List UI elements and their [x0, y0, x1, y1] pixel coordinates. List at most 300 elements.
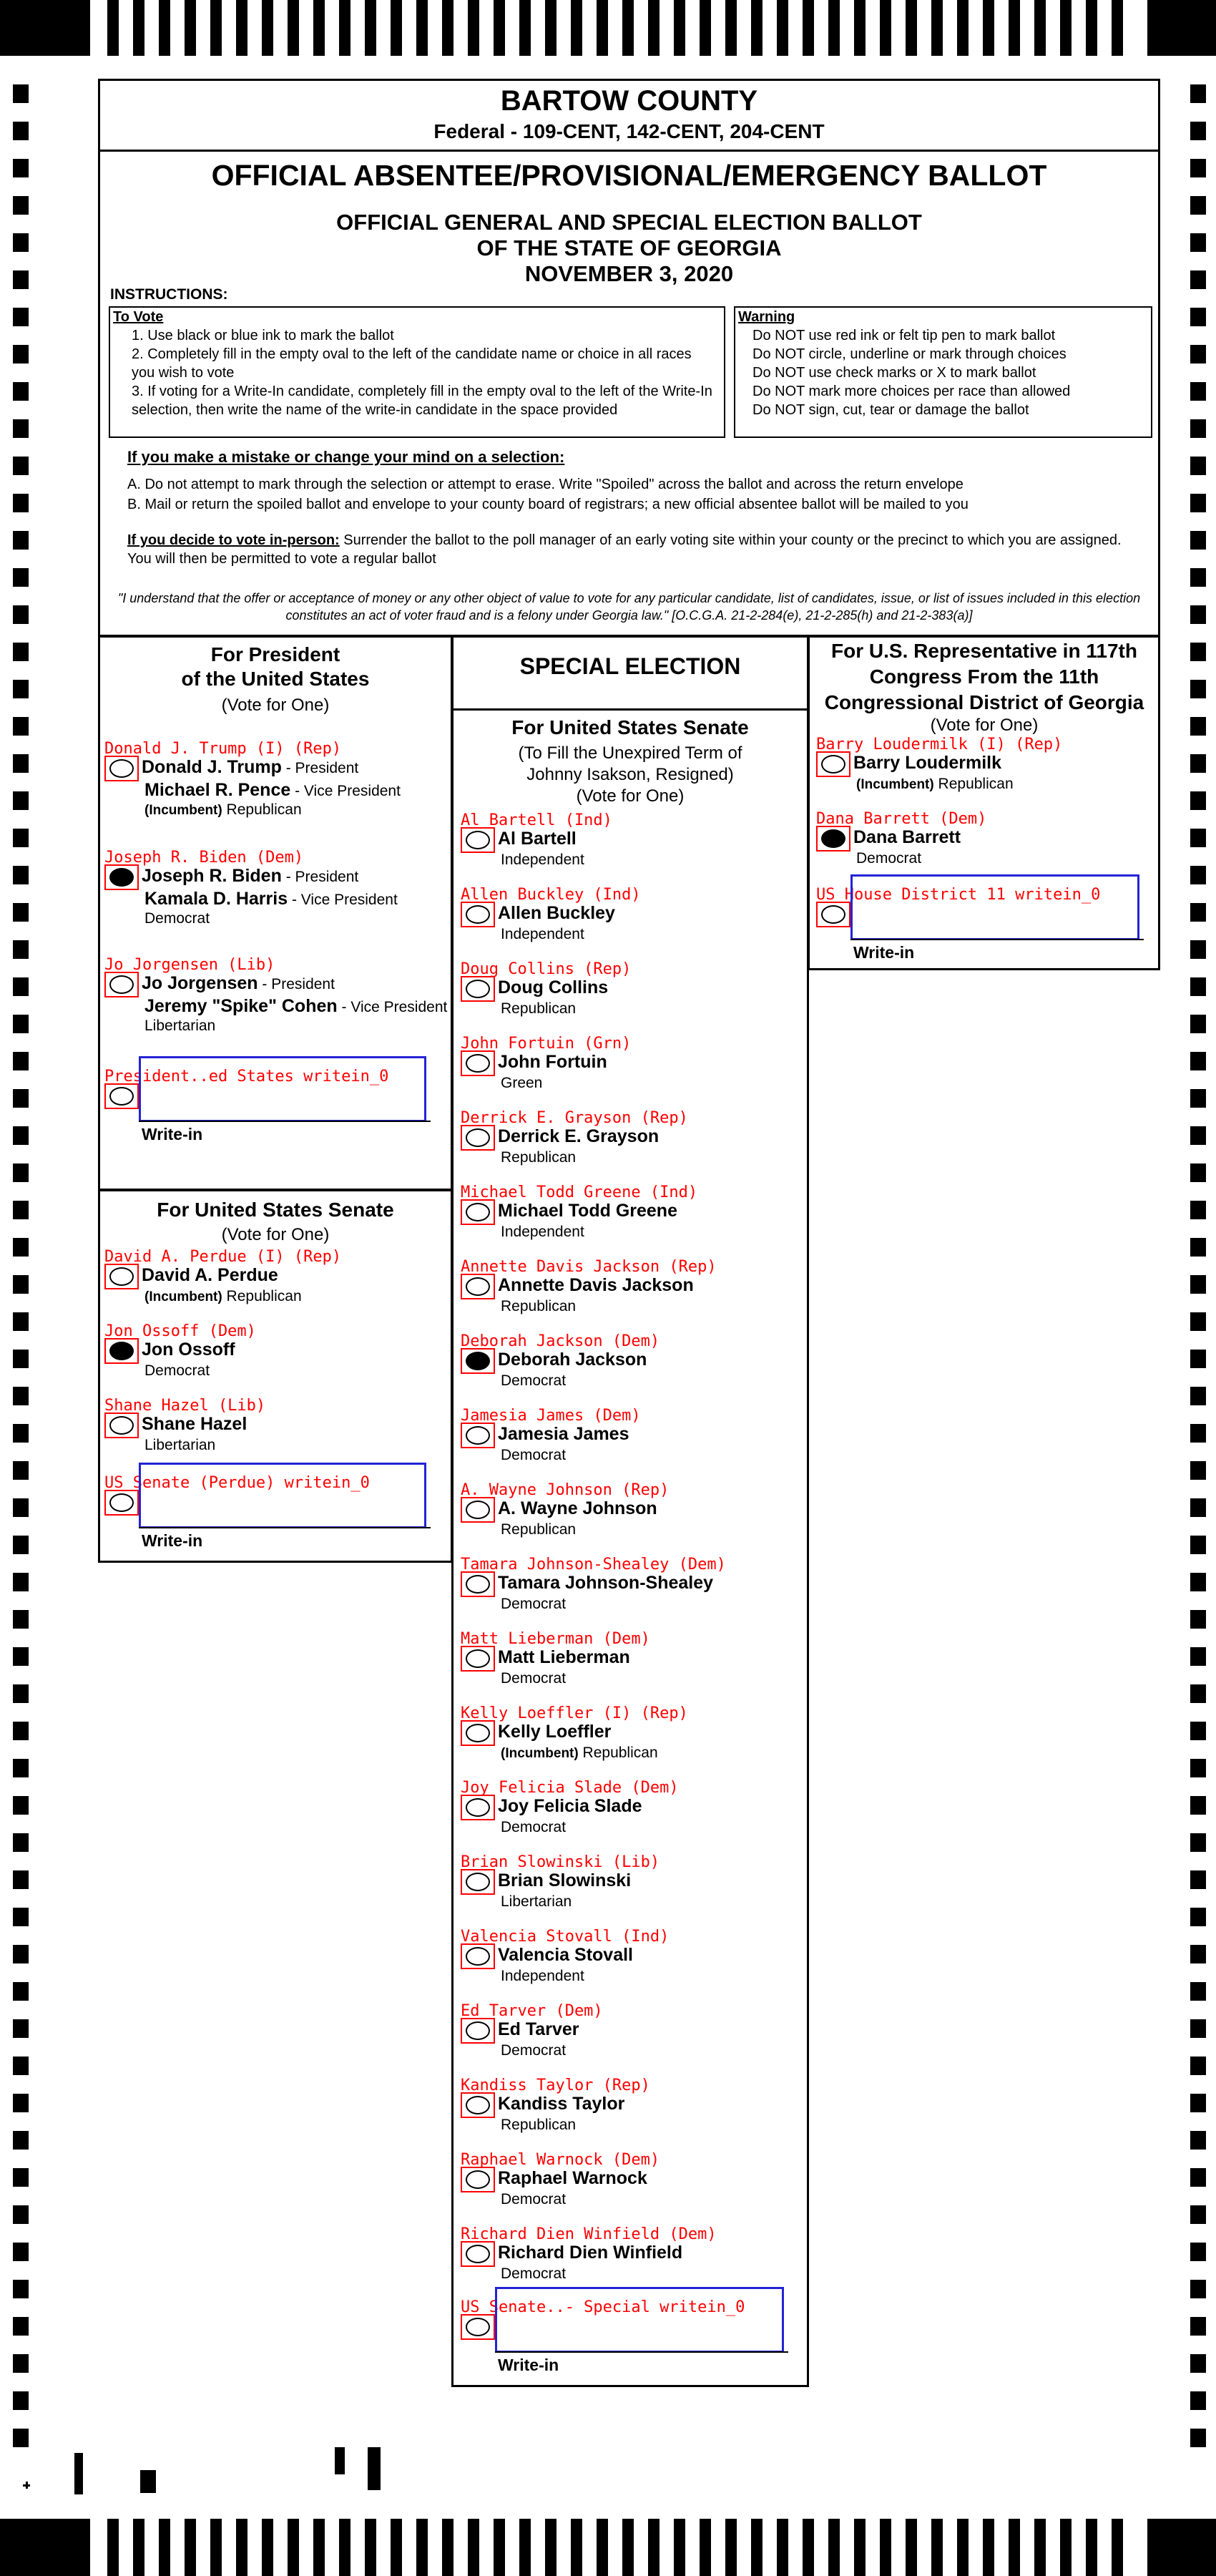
timing-mark — [1190, 1498, 1206, 1517]
timing-mark — [1190, 84, 1206, 103]
candidate-oval[interactable] — [109, 1342, 134, 1360]
timing-mark — [13, 308, 29, 326]
timing-mark — [13, 159, 29, 177]
candidate-name — [498, 829, 577, 849]
timing-mark — [133, 0, 144, 56]
timing-mark — [13, 866, 29, 884]
candidate-party — [144, 910, 210, 927]
candidate-name-text: Allen Buckley — [498, 903, 615, 923]
timing-mark — [1190, 196, 1206, 215]
party-text: Democrat — [501, 1596, 567, 1612]
ballot-type-title: OFFICIAL ABSENTEE/PROVISIONAL/EMERGENCY BALLOT — [211, 159, 1047, 192]
timing-mark — [880, 2519, 891, 2576]
candidate-marker-label: Deborah Jackson (Dem) — [461, 1332, 660, 1350]
candidate-name-text: Doug Collins — [498, 977, 609, 997]
candidate-marker-label: Barry Loudermilk (I) (Rep) — [816, 736, 1063, 753]
timing-mark — [1190, 345, 1206, 364]
candidate-party — [501, 1075, 542, 1092]
timing-mark — [1190, 382, 1206, 401]
candidate-role: - President — [281, 760, 359, 776]
writein-label: Write-in — [142, 1531, 203, 1550]
timing-mark — [13, 1498, 29, 1517]
timing-mark — [519, 2519, 531, 2576]
candidate-oval[interactable] — [466, 1501, 490, 1519]
writein-label: Write-in — [853, 943, 915, 962]
timing-mark — [210, 0, 222, 56]
timing-mark — [571, 0, 582, 56]
candidate-marker-label: Brian Slowinski (Lib) — [461, 1853, 660, 1871]
timing-mark — [648, 0, 660, 56]
candidate-marker-label: A. Wayne Johnson (Rep) — [461, 1481, 670, 1499]
special-senate-subtitle — [453, 743, 807, 807]
timing-mark — [1190, 1201, 1206, 1219]
timing-mark — [416, 0, 428, 56]
timing-mark — [13, 2168, 29, 2187]
timing-mark — [416, 2519, 428, 2576]
candidate-party — [501, 2191, 566, 2208]
writein-oval[interactable] — [109, 1493, 134, 1512]
timing-mark — [468, 2519, 479, 2576]
timing-mark — [674, 2519, 685, 2576]
candidate-oval[interactable] — [466, 1352, 490, 1370]
timing-mark — [13, 233, 29, 252]
warning-list — [735, 326, 1151, 419]
timing-mark — [803, 2519, 814, 2576]
timing-mark — [0, 2519, 90, 2576]
mistake-a: A. Do not attempt to mark through the selection or attempt to erase. Write "Spoiled" across the ballot and across the return envelope — [127, 477, 964, 492]
timing-mark — [210, 2519, 222, 2576]
timing-mark — [931, 2519, 943, 2576]
timing-mark — [1009, 2519, 1020, 2576]
special-subtitle-line1: (To Fill the Unexpired Term of — [518, 743, 742, 763]
candidate-name — [142, 973, 335, 994]
candidate-name — [142, 1265, 278, 1286]
timing-mark — [622, 2519, 634, 2576]
candidate-name — [498, 1945, 633, 1966]
candidate-name — [498, 1052, 607, 1073]
timing-mark — [1190, 1722, 1206, 1740]
timing-mark — [1190, 2429, 1206, 2447]
timing-mark — [1086, 2519, 1097, 2576]
to-vote-item-2: 2. Completely fill in the empty oval to the left of the candidate name or choice in all races you wish to vote — [132, 346, 692, 381]
candidate-name-text: Kandiss Taylor — [498, 2094, 625, 2114]
candidate-name-text: Ed Tarver — [498, 2019, 579, 2039]
candidate-marker-label: Joseph R. Biden (Dem) — [104, 849, 304, 867]
candidate-party — [501, 1596, 566, 1613]
timing-mark — [674, 0, 685, 56]
timing-mark — [13, 1275, 29, 1294]
timing-mark — [1190, 233, 1206, 252]
timing-mark — [13, 1945, 29, 1963]
timing-mark — [1034, 0, 1046, 56]
timing-mark — [13, 2094, 29, 2112]
writein-marker-label: US Senate..- Special writein_0 — [461, 2298, 745, 2316]
party-text: Independent — [501, 926, 584, 942]
timing-mark — [1190, 1089, 1206, 1108]
candidate-oval[interactable] — [109, 868, 134, 887]
timing-mark — [931, 0, 943, 56]
timing-mark — [159, 0, 170, 56]
candidate-marker-label: Dana Barrett (Dem) — [816, 810, 987, 828]
party-text: Libertarian — [144, 1437, 216, 1453]
candidate-oval[interactable] — [466, 980, 490, 998]
county-name: BARTOW COUNTY — [500, 85, 758, 117]
timing-mark — [1112, 2519, 1123, 2576]
candidate-oval[interactable] — [466, 1277, 490, 1296]
timing-mark — [13, 903, 29, 922]
timing-mark — [906, 0, 917, 56]
writein-oval[interactable] — [466, 2318, 490, 2336]
timing-mark — [1190, 1312, 1206, 1331]
timing-mark — [1060, 0, 1072, 56]
timing-mark — [1147, 0, 1216, 56]
candidate-oval[interactable] — [466, 1203, 490, 1221]
candidate-oval[interactable] — [466, 1054, 490, 1073]
timing-mark — [13, 2205, 29, 2224]
candidate-name-text: Jon Ossoff — [142, 1340, 235, 1360]
candidate-name — [498, 977, 608, 998]
timing-mark — [1190, 1052, 1206, 1070]
timing-mark — [288, 0, 299, 56]
candidate-party — [144, 1362, 210, 1380]
candidate-marker-label: Ed Tarver (Dem) — [461, 2002, 603, 2020]
candidate-oval[interactable] — [466, 831, 490, 849]
timing-mark — [13, 457, 29, 475]
timing-mark — [1190, 605, 1206, 624]
timing-mark — [1190, 2094, 1206, 2112]
candidate-oval[interactable] — [109, 975, 134, 994]
house-title-line3: Congressional District of Georgia — [824, 691, 1144, 713]
timing-mark — [13, 2243, 29, 2261]
timing-mark — [107, 2519, 119, 2576]
timing-mark — [1190, 754, 1206, 773]
writein-field[interactable] — [139, 1056, 426, 1122]
running-mate-text: Kamala D. Harris — [144, 889, 288, 909]
timing-mark — [597, 0, 608, 56]
timing-mark — [13, 2280, 29, 2298]
candidate-marker-label: Michael Todd Greene (Ind) — [461, 1184, 698, 1201]
senate-regular-vote-for: (Vote for One) — [221, 1225, 330, 1244]
writein-line — [495, 2351, 788, 2353]
special-senate-title: For United States Senate — [511, 716, 749, 738]
writein-field[interactable] — [850, 874, 1139, 940]
party-text: Democrat — [501, 1372, 567, 1389]
timing-mark — [828, 2519, 840, 2576]
candidate-name — [142, 757, 358, 778]
candidate-party — [501, 1521, 576, 1538]
candidate-oval[interactable] — [466, 1873, 490, 1891]
candidate-oval[interactable] — [466, 2096, 490, 2114]
candidate-party — [501, 2265, 566, 2283]
timing-mark — [1190, 2243, 1206, 2261]
timing-mark — [313, 2519, 325, 2576]
candidate-name-text: Barry Loudermilk — [853, 753, 1002, 773]
candidate-oval[interactable] — [821, 829, 845, 848]
writein-oval[interactable] — [109, 1087, 134, 1106]
timing-mark — [313, 0, 325, 56]
timing-mark — [1190, 1796, 1206, 1815]
timing-mark — [1190, 1647, 1206, 1666]
writein-line — [850, 939, 1144, 940]
timing-mark — [140, 2470, 156, 2493]
timing-mark — [1190, 457, 1206, 475]
timing-mark — [159, 2519, 170, 2576]
candidate-oval[interactable] — [466, 2021, 490, 2040]
candidate-oval[interactable] — [466, 2245, 490, 2263]
timing-mark — [365, 0, 376, 56]
timing-mark — [1190, 1424, 1206, 1443]
timing-mark — [13, 1722, 29, 1740]
timing-mark — [133, 2519, 144, 2576]
timing-mark — [185, 2519, 196, 2576]
candidate-oval[interactable] — [109, 759, 134, 778]
candidate-marker-label: Donald J. Trump (I) (Rep) — [104, 740, 342, 758]
running-mate-role: - Vice President — [288, 892, 398, 908]
running-mate-role: - Vice President — [337, 999, 448, 1015]
in-person-title: If you decide to vote in-person: — [127, 532, 340, 548]
candidate-name — [498, 1498, 657, 1519]
to-vote-item-3: 3. If voting for a Write-In candidate, completely fill in the empty oval to the left of the Write-In selection, then write the name of the write-in candidate in the space provided — [132, 384, 712, 418]
candidate-oval[interactable] — [466, 1128, 490, 1147]
timing-mark — [468, 0, 479, 56]
timing-mark — [13, 2391, 29, 2410]
candidate-marker-label: Valencia Stovall (Ind) — [461, 1928, 670, 1946]
candidate-name — [498, 1870, 631, 1891]
timing-mark — [391, 2519, 402, 2576]
writein-line — [139, 1527, 431, 1528]
in-person-instructions — [127, 531, 1143, 568]
candidate-oval[interactable] — [466, 2170, 490, 2189]
candidate-oval[interactable] — [466, 1649, 490, 1668]
timing-mark — [1009, 0, 1020, 56]
president-title-line2: of the United States — [181, 668, 370, 690]
candidate-marker-label: David A. Perdue (I) (Rep) — [104, 1248, 342, 1266]
timing-mark — [13, 84, 29, 103]
candidate-party — [501, 926, 584, 943]
timing-mark — [1190, 1461, 1206, 1480]
party-text: Democrat — [501, 1447, 567, 1463]
timing-mark — [13, 419, 29, 438]
timing-mark — [13, 1647, 29, 1666]
election-line1: OFFICIAL GENERAL AND SPECIAL ELECTION BALLOT — [336, 210, 922, 235]
to-vote-item-1: 1. Use black or blue ink to mark the ballot — [132, 328, 394, 343]
party-text: Democrat — [856, 850, 922, 867]
party-text: Independent — [501, 852, 584, 868]
candidate-name — [498, 1201, 677, 1221]
to-vote-box — [109, 306, 725, 438]
timing-mark — [262, 0, 273, 56]
timing-mark — [13, 568, 29, 587]
timing-mark — [1190, 122, 1206, 140]
instructions-title: INSTRUCTIONS: — [110, 286, 228, 303]
timing-mark — [13, 1870, 29, 1889]
candidate-marker-label: Doug Collins (Rep) — [461, 960, 632, 978]
candidate-oval[interactable] — [466, 1724, 490, 1742]
timing-mark — [1190, 2168, 1206, 2187]
party-text: Democrat — [144, 910, 210, 927]
timing-mark — [1190, 1573, 1206, 1591]
election-date: NOVEMBER 3, 2020 — [524, 261, 734, 286]
timing-mark — [13, 1759, 29, 1777]
timing-mark — [1190, 1536, 1206, 1554]
timing-mark — [13, 1350, 29, 1368]
candidate-marker-label: John Fortuin (Grn) — [461, 1035, 632, 1053]
candidate-party — [856, 776, 1014, 793]
timing-mark — [13, 1908, 29, 1926]
candidate-marker-label: Annette Davis Jackson (Rep) — [461, 1258, 717, 1276]
house-title-line1: For U.S. Representative in 117th — [831, 640, 1137, 662]
voter-oath — [100, 590, 1158, 624]
timing-mark — [1190, 680, 1206, 698]
writein-label: Write-in — [498, 2356, 559, 2374]
candidate-oval[interactable] — [466, 1575, 490, 1594]
writein-marker-label: President..ed States writein_0 — [104, 1068, 389, 1085]
candidate-oval[interactable] — [109, 1416, 134, 1435]
candidate-name-text: Joy Felicia Slade — [498, 1796, 642, 1816]
candidate-oval[interactable] — [466, 1947, 490, 1966]
candidate-name-text: Annette Davis Jackson — [498, 1275, 694, 1295]
timing-mark — [13, 1982, 29, 2001]
candidate-oval[interactable] — [466, 1798, 490, 1817]
timing-mark — [725, 0, 737, 56]
candidate-marker-label: Kandiss Taylor (Rep) — [461, 2077, 650, 2094]
candidate-name-text: Derrick E. Grayson — [498, 1126, 660, 1146]
candidate-name-text: Valencia Stovall — [498, 1945, 633, 1965]
timing-mark — [1190, 1908, 1206, 1926]
candidate-name-text: Michael Todd Greene — [498, 1201, 677, 1221]
candidate-marker-label: Richard Dien Winfield (Dem) — [461, 2225, 717, 2243]
timing-mark — [13, 2019, 29, 2038]
candidate-role: - President — [258, 976, 335, 992]
running-mate-role: - Vice President — [290, 783, 401, 799]
timing-mark — [700, 2519, 711, 2576]
timing-mark — [828, 0, 840, 56]
house-vote-for: (Vote for One) — [930, 716, 1039, 735]
timing-mark — [1190, 940, 1206, 959]
to-vote-title: To Vote — [113, 309, 164, 325]
running-mate-text: Jeremy "Spike" Cohen — [144, 996, 338, 1016]
party-text: Independent — [501, 1224, 584, 1240]
timing-mark — [13, 940, 29, 959]
timing-mark — [13, 1163, 29, 1182]
timing-mark — [957, 0, 969, 56]
candidate-name — [142, 1414, 247, 1435]
party-text: Republican — [222, 1288, 302, 1304]
timing-mark — [13, 270, 29, 289]
timing-mark — [13, 1461, 29, 1480]
candidate-name — [498, 903, 615, 924]
special-vote-for: (Vote for One) — [576, 786, 685, 806]
writein-field[interactable] — [139, 1463, 426, 1528]
timing-mark — [1190, 903, 1206, 922]
candidate-oval[interactable] — [821, 755, 845, 774]
candidate-name — [498, 2019, 579, 2040]
timing-mark — [13, 717, 29, 736]
special-election-heading: SPECIAL ELECTION — [519, 653, 741, 679]
party-text: Independent — [501, 1968, 584, 1984]
party-text: Democrat — [501, 1819, 567, 1835]
candidate-party — [501, 1298, 576, 1315]
timing-mark — [777, 2519, 788, 2576]
timing-mark — [880, 0, 891, 56]
timing-mark — [957, 2519, 969, 2576]
writein-marker-label: US House District 11 writein_0 — [816, 886, 1101, 904]
timing-mark — [339, 0, 350, 56]
warning-item: Do NOT circle, underline or mark through choices — [752, 346, 1067, 362]
writein-label: Write-in — [142, 1125, 203, 1143]
timing-mark — [13, 1424, 29, 1443]
incumbent-tag: (Incumbent) — [144, 1289, 222, 1304]
writein-oval[interactable] — [821, 905, 845, 924]
timing-mark — [236, 2519, 247, 2576]
candidate-oval[interactable] — [466, 1426, 490, 1445]
timing-mark — [13, 1536, 29, 1554]
timing-mark — [13, 1684, 29, 1703]
candidate-oval[interactable] — [466, 905, 490, 924]
party-text: Republican — [222, 801, 302, 818]
candidate-name — [142, 1340, 235, 1360]
timing-mark — [519, 0, 531, 56]
house-title-line2: Congress From the 11th — [869, 665, 1099, 688]
timing-mark — [1190, 2391, 1206, 2410]
candidate-name — [498, 1573, 713, 1594]
timing-mark — [13, 754, 29, 773]
running-mate-name — [144, 780, 401, 801]
timing-mark — [1190, 568, 1206, 587]
writein-field[interactable] — [495, 2287, 784, 2353]
timing-mark — [13, 2354, 29, 2373]
candidate-oval[interactable] — [109, 1267, 134, 1286]
candidate-party — [501, 1819, 566, 1836]
warning-item: Do NOT mark more choices per race than allowed — [752, 384, 1071, 399]
timing-mark — [1190, 2057, 1206, 2075]
candidate-marker-label: Derrick E. Grayson (Rep) — [461, 1109, 688, 1127]
timing-mark — [1190, 2019, 1206, 2038]
timing-mark — [1190, 419, 1206, 438]
voter-oath-text: "I understand that the offer or acceptance of money or any other object of value to vote for any particular candidate, list of candidates, issue, or list of issues included in this election constitutes an act of voter fraud and is a felony under Georgia law." [O.C.G.A. 21-2-284(e), 21-2-285(h) and 21-2-383(a)] — [117, 591, 1141, 623]
candidate-party — [856, 850, 921, 867]
timing-mark — [13, 605, 29, 624]
timing-mark — [854, 2519, 866, 2576]
candidate-name — [498, 1126, 659, 1147]
president-title-line1: For President — [210, 643, 340, 665]
timing-mark — [1190, 2280, 1206, 2298]
warning-box — [734, 306, 1152, 438]
candidate-name-text: Tamara Johnson-Shealey — [498, 1573, 714, 1593]
timing-mark — [13, 1052, 29, 1070]
candidate-name — [498, 2168, 647, 2189]
candidate-name — [498, 1647, 630, 1668]
timing-mark — [26, 2482, 28, 2489]
candidate-marker-label: Joy Felicia Slade (Dem) — [461, 1779, 679, 1797]
timing-mark — [545, 2519, 556, 2576]
timing-mark — [1190, 1163, 1206, 1182]
timing-mark — [648, 2519, 660, 2576]
timing-mark — [1190, 531, 1206, 550]
timing-mark — [1190, 2131, 1206, 2150]
writein-line — [139, 1121, 431, 1122]
president-title — [100, 643, 451, 691]
timing-mark — [494, 2519, 505, 2576]
incumbent-tag: (Incumbent) — [144, 803, 222, 818]
house-title — [810, 638, 1159, 716]
timing-mark — [185, 0, 196, 56]
candidate-name-text: Dana Barrett — [853, 827, 961, 847]
timing-mark — [13, 531, 29, 550]
timing-mark — [1190, 2205, 1206, 2224]
timing-mark — [13, 1238, 29, 1257]
election-line2: OF THE STATE OF GEORGIA — [476, 235, 782, 260]
